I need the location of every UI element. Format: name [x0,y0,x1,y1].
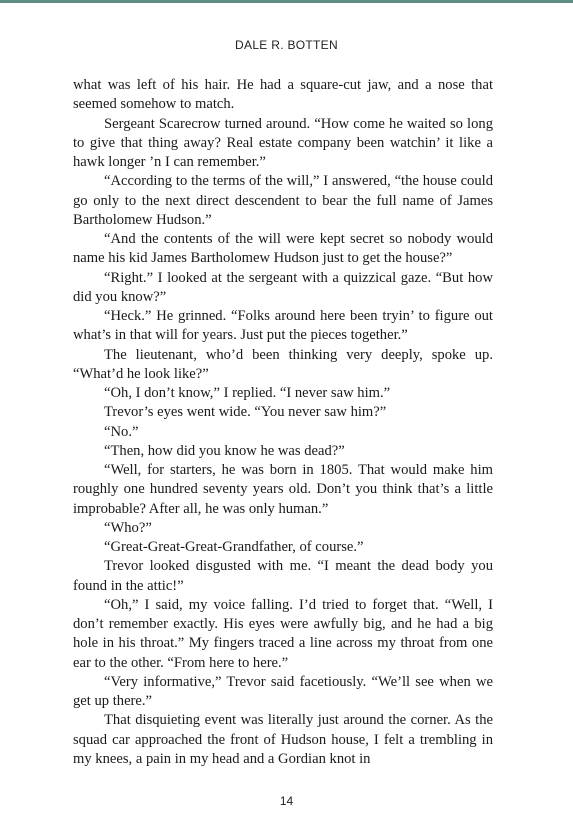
paragraph: what was left of his hair. He had a square-cut jaw, and a nose that seemed somehow to match. [73,77,493,113]
paragraph: “Who?” [104,519,152,536]
paragraph: “Oh,” I said, my voice falling. I’d tried to forget that. “Well, I don’t remember exactly. His eyes were awfully big, and he had a big hole in his throat.” My fingers traced a line across my throat from one ear to the other. “From here to here.” [73,596,493,671]
paragraph: Trevor looked disgusted with me. “I meant the dead body you found in the attic!” [73,558,493,594]
paragraph: “Oh, I don’t know,” I replied. “I never saw him.” [104,385,391,401]
paragraph: “No.” [104,423,139,440]
running-head: DALE R. BOTTEN [235,38,338,52]
paragraph: “According to the terms of the will,” I answered, “the house could go only to the next direct descendent to bear the full name of James Bartholomew Hudson.” [73,173,493,228]
paragraph: “And the contents of the will were kept secret so nobody would name his kid James Bartholomew Hudson just to get the house?” [73,231,493,267]
paragraph: “Well, for starters, he was born in 1805. That would make him roughly one hundred seventy years old. Don’t you think that’s a little improbable? After all, he was only human.” [73,462,493,517]
body-text [73,76,493,769]
paragraph: Sergeant Scarecrow turned around. “How come he waited so long to give that thing away? Real estate company been watchin’ it like a hawk longer ’n I can remember.” [73,115,493,170]
paragraph: Trevor’s eyes went wide. “You never saw him?” [104,404,387,421]
paragraph: The lieutenant, who’d been thinking very deeply, spoke up. “What’d he look like?” [73,346,493,382]
paragraph: “Right.” I looked at the sergeant with a quizzical gaze. “But how did you know?” [73,269,493,305]
paragraph: That disquieting event was literally just around the corner. As the squad car approached the front of Hudson house, I felt a trembling in my knees, a pain in my head and a Gordian knot in [73,712,493,767]
paragraph: “Then, how did you know he was dead?” [104,442,345,459]
paragraph: “Very informative,” Trevor said facetiously. “We’ll see when we get up there.” [73,673,493,709]
top-rule [0,0,573,3]
paragraph: “Great-Great-Great-Grandfather, of course.” [104,539,364,555]
paragraph: “Heck.” He grinned. “Folks around here been tryin’ to figure out what’s in that will for years. Just put the pieces together.” [73,308,493,344]
page-number: 14 [279,794,294,808]
